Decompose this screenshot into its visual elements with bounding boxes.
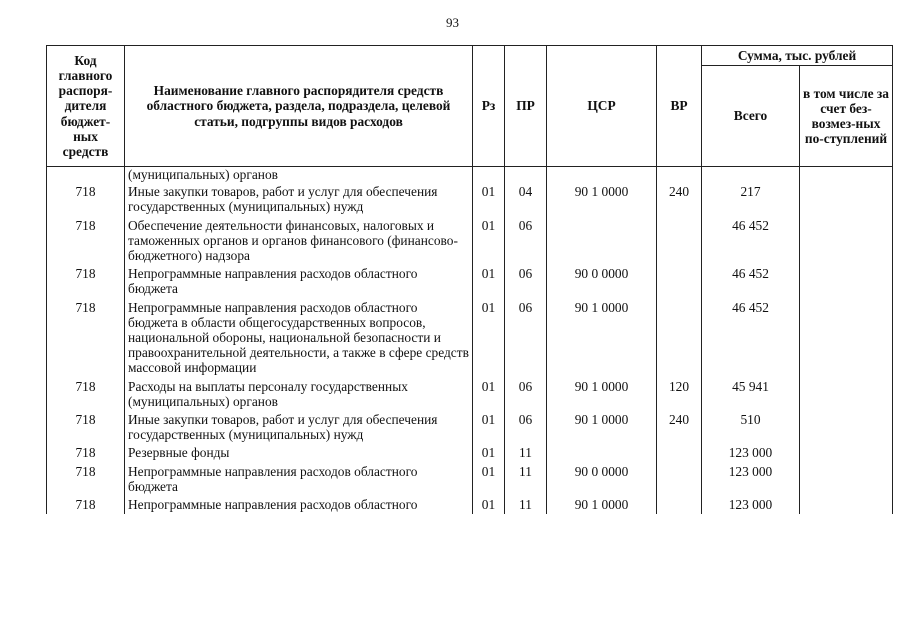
cell-code: 718 [47,444,125,462]
cell-code: 718 [47,265,125,298]
cell-code [47,167,125,184]
cell-total: 123 000 [702,463,800,496]
cell-name: Иные закупки товаров, работ и услуг для обеспечения государственных (муниципальных) нужд [125,411,473,444]
cell-csr: 90 0 0000 [547,265,657,298]
cell-name: (муниципальных) органов [125,167,473,184]
cell-vr [657,167,702,184]
cell-name: Непрограммные направления расходов областного бюджета [125,463,473,496]
table-row [47,265,893,298]
cell-vr [657,463,702,496]
cell-pr: 06 [505,299,547,378]
cell-rz: 01 [473,217,505,266]
cell-vr [657,299,702,378]
cell-pr: 11 [505,444,547,462]
cell-name: Иные закупки товаров, работ и услуг для обеспечения государственных (муниципальных) нужд [125,183,473,216]
header-csr: ЦСР [547,46,657,167]
cell-total: 510 [702,411,800,444]
cell-name: Расходы на выплаты персоналу государственных (муниципальных) органов [125,378,473,411]
cell-code: 718 [47,463,125,496]
header-pr: ПР [505,46,547,167]
cell-total: 45 941 [702,378,800,411]
cell-vr: 240 [657,411,702,444]
cell-pr: 11 [505,463,547,496]
cell-name: Непрограммные направления расходов областного бюджета [125,265,473,298]
table-row [47,411,893,444]
cell-rz: 01 [473,299,505,378]
cell-total: 217 [702,183,800,216]
cell-csr: 90 1 0000 [547,411,657,444]
cell-free [800,463,893,496]
cell-total: 46 452 [702,299,800,378]
cell-csr [547,167,657,184]
cell-rz [473,167,505,184]
header-vr: ВР [657,46,702,167]
cell-name: Непрограммные направления расходов областного бюджета в области общегосударственных вопросов, национальной обороны, национальной безопасности и правоохранительной деятельности, а также в сфере средств массовой информации [125,299,473,378]
table-row [47,299,893,378]
cell-code: 718 [47,496,125,514]
table-row [47,496,893,514]
table-body [47,167,893,515]
cell-csr: 90 1 0000 [547,183,657,216]
cell-csr: 90 1 0000 [547,378,657,411]
cell-vr: 120 [657,378,702,411]
cell-code: 718 [47,217,125,266]
header-sum-group: Сумма, тыс. рублей [702,46,893,66]
cell-rz: 01 [473,496,505,514]
cell-name: Непрограммные направления расходов областного [125,496,473,514]
header-free: в том числе за счет без-возмез-ных по-ступлений [800,66,893,167]
page-number: 93 [446,15,459,30]
cell-total: 46 452 [702,217,800,266]
table-row [47,183,893,216]
cell-free [800,496,893,514]
cell-vr [657,265,702,298]
cell-name: Резервные фонды [125,444,473,462]
cell-pr: 06 [505,411,547,444]
cell-csr: 90 1 0000 [547,299,657,378]
cell-csr: 90 0 0000 [547,463,657,496]
cell-free [800,299,893,378]
cell-pr [505,167,547,184]
cell-free [800,265,893,298]
cell-code: 718 [47,183,125,216]
table-row [47,444,893,462]
cell-rz: 01 [473,411,505,444]
cell-code: 718 [47,378,125,411]
cell-total: 46 452 [702,265,800,298]
cell-pr: 06 [505,378,547,411]
cell-free [800,183,893,216]
header-code: Код главного распоря-дителя бюджет-ных средств [47,46,125,167]
cell-csr [547,444,657,462]
cell-total: 123 000 [702,496,800,514]
cell-total: 123 000 [702,444,800,462]
table-row [47,217,893,266]
cell-vr [657,496,702,514]
cell-free [800,217,893,266]
cell-csr: 90 1 0000 [547,496,657,514]
cell-csr [547,217,657,266]
cell-pr: 11 [505,496,547,514]
header-rz: Рз [473,46,505,167]
cell-name: Обеспечение деятельности финансовых, налоговых и таможенных органов и органов финансового (финансово-бюджетного) надзора [125,217,473,266]
cell-free [800,378,893,411]
header-total: Всего [702,66,800,167]
cell-code: 718 [47,299,125,378]
cell-rz: 01 [473,265,505,298]
header-name: Наименование главного распорядителя средств областного бюджета, раздела, подраздела, целевой статьи, подгруппы видов расходов [125,46,473,167]
cell-pr: 06 [505,217,547,266]
budget-table [46,45,893,514]
table-row [47,378,893,411]
cell-vr [657,444,702,462]
cell-rz: 01 [473,378,505,411]
cell-free [800,411,893,444]
cell-pr: 06 [505,265,547,298]
cell-total [702,167,800,184]
cell-code: 718 [47,411,125,444]
continuation-row [47,167,893,184]
cell-rz: 01 [473,183,505,216]
cell-vr [657,217,702,266]
cell-pr: 04 [505,183,547,216]
cell-vr: 240 [657,183,702,216]
cell-free [800,167,893,184]
table-header [47,46,893,167]
cell-free [800,444,893,462]
table-row [47,463,893,496]
cell-rz: 01 [473,444,505,462]
cell-rz: 01 [473,463,505,496]
